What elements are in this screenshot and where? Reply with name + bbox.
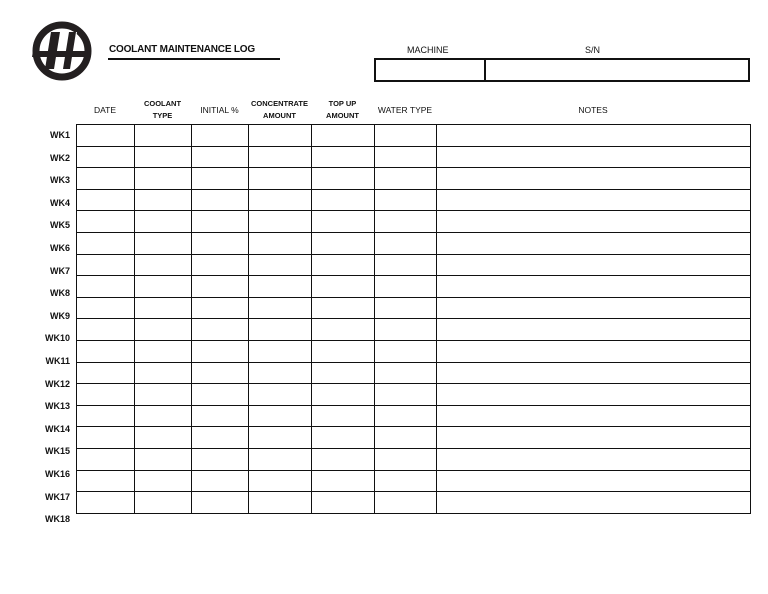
log-cell[interactable] bbox=[77, 211, 135, 233]
log-cell[interactable] bbox=[249, 211, 312, 233]
log-cell[interactable] bbox=[312, 211, 375, 233]
log-cell[interactable] bbox=[437, 232, 751, 254]
log-cell[interactable] bbox=[312, 276, 375, 298]
table-row bbox=[77, 427, 751, 449]
log-cell[interactable] bbox=[77, 405, 135, 427]
log-cell[interactable] bbox=[312, 146, 375, 168]
log-cell[interactable] bbox=[437, 427, 751, 449]
log-cell[interactable] bbox=[192, 384, 249, 406]
log-cell[interactable] bbox=[437, 340, 751, 362]
log-cell[interactable] bbox=[192, 168, 249, 190]
column-header-notes: NOTES bbox=[578, 105, 608, 115]
log-cell[interactable] bbox=[249, 340, 312, 362]
log-cell[interactable] bbox=[77, 340, 135, 362]
row-label: WK13 bbox=[44, 401, 70, 412]
log-cell[interactable] bbox=[192, 146, 249, 168]
log-cell[interactable] bbox=[135, 168, 192, 190]
column-header-date: DATE bbox=[93, 105, 117, 115]
log-cell[interactable] bbox=[77, 146, 135, 168]
log-cell[interactable] bbox=[135, 340, 192, 362]
log-cell[interactable] bbox=[249, 232, 312, 254]
log-cell[interactable] bbox=[77, 319, 135, 341]
table-row bbox=[77, 189, 751, 211]
log-cell[interactable] bbox=[192, 297, 249, 319]
row-label: WK6 bbox=[50, 242, 70, 253]
log-cell[interactable] bbox=[375, 146, 437, 168]
row-label: WK3 bbox=[50, 175, 70, 186]
log-cell[interactable] bbox=[192, 232, 249, 254]
column-header-coolant-type: COOLANT TYPE bbox=[143, 99, 182, 120]
table-row bbox=[77, 232, 751, 254]
log-cell[interactable] bbox=[192, 405, 249, 427]
log-cell[interactable] bbox=[437, 146, 751, 168]
log-cell[interactable] bbox=[249, 319, 312, 341]
log-cell[interactable] bbox=[437, 405, 751, 427]
log-cell[interactable] bbox=[312, 232, 375, 254]
log-cell[interactable] bbox=[312, 125, 375, 147]
log-cell[interactable] bbox=[192, 362, 249, 384]
row-label: WK14 bbox=[44, 423, 70, 434]
log-cell[interactable] bbox=[249, 427, 312, 449]
log-cell[interactable] bbox=[312, 254, 375, 276]
log-cell[interactable] bbox=[249, 470, 312, 492]
log-cell[interactable] bbox=[77, 125, 135, 147]
sn-field[interactable] bbox=[486, 60, 748, 80]
log-cell[interactable] bbox=[77, 297, 135, 319]
log-cell[interactable] bbox=[249, 384, 312, 406]
log-cell[interactable] bbox=[77, 276, 135, 298]
sn-label: S/N bbox=[585, 45, 601, 55]
log-cell[interactable] bbox=[135, 492, 192, 514]
log-cell[interactable] bbox=[135, 297, 192, 319]
log-cell[interactable] bbox=[375, 211, 437, 233]
column-header-concentrate-amount: CONCENTRATE AMOUNT bbox=[251, 99, 308, 120]
table-row bbox=[77, 211, 751, 233]
log-cell[interactable] bbox=[77, 448, 135, 470]
column-header-water-type: WATER TYPE bbox=[377, 105, 433, 115]
table-row bbox=[77, 125, 751, 147]
log-cell[interactable] bbox=[77, 427, 135, 449]
log-cell[interactable] bbox=[77, 189, 135, 211]
log-cell[interactable] bbox=[77, 232, 135, 254]
row-labels bbox=[30, 124, 70, 531]
log-table bbox=[76, 124, 751, 514]
log-cell[interactable] bbox=[249, 125, 312, 147]
log-cell[interactable] bbox=[77, 470, 135, 492]
log-cell[interactable] bbox=[375, 168, 437, 190]
log-cell[interactable] bbox=[77, 384, 135, 406]
log-cell[interactable] bbox=[135, 254, 192, 276]
page-title: COOLANT MAINTENANCE LOG bbox=[109, 44, 255, 55]
log-cell[interactable] bbox=[135, 125, 192, 147]
log-cell[interactable] bbox=[375, 125, 437, 147]
log-cell[interactable] bbox=[135, 211, 192, 233]
row-label: WK9 bbox=[50, 310, 70, 321]
log-cell[interactable] bbox=[375, 319, 437, 341]
log-cell[interactable] bbox=[249, 254, 312, 276]
table-row bbox=[77, 384, 751, 406]
log-cell[interactable] bbox=[249, 492, 312, 514]
table-row bbox=[77, 146, 751, 168]
row-label: WK16 bbox=[44, 468, 70, 479]
log-cell[interactable] bbox=[192, 276, 249, 298]
log-cell[interactable] bbox=[77, 254, 135, 276]
column-header-initial-percent: INITIAL % bbox=[200, 105, 239, 115]
row-label: WK8 bbox=[50, 288, 70, 299]
table-row bbox=[77, 254, 751, 276]
table-row bbox=[77, 362, 751, 384]
log-cell[interactable] bbox=[437, 254, 751, 276]
row-label: WK1 bbox=[50, 130, 70, 140]
log-cell[interactable] bbox=[375, 427, 437, 449]
log-cell[interactable] bbox=[312, 405, 375, 427]
log-cell[interactable] bbox=[312, 362, 375, 384]
log-cell[interactable] bbox=[312, 427, 375, 449]
log-cell[interactable] bbox=[312, 492, 375, 514]
log-cell[interactable] bbox=[249, 168, 312, 190]
log-cell[interactable] bbox=[312, 340, 375, 362]
log-cell[interactable] bbox=[249, 297, 312, 319]
row-label: WK4 bbox=[50, 197, 70, 208]
log-cell[interactable] bbox=[135, 384, 192, 406]
machine-sn-box bbox=[374, 58, 750, 82]
log-cell[interactable] bbox=[375, 254, 437, 276]
log-cell[interactable] bbox=[375, 405, 437, 427]
log-cell[interactable] bbox=[135, 448, 192, 470]
log-cell[interactable] bbox=[375, 492, 437, 514]
log-cell[interactable] bbox=[135, 146, 192, 168]
row-label: WK5 bbox=[50, 220, 70, 231]
log-cell[interactable] bbox=[375, 384, 437, 406]
machine-field[interactable] bbox=[376, 60, 486, 80]
log-cell[interactable] bbox=[375, 470, 437, 492]
log-cell[interactable] bbox=[77, 362, 135, 384]
log-cell[interactable] bbox=[249, 405, 312, 427]
log-cell[interactable] bbox=[135, 319, 192, 341]
log-cell[interactable] bbox=[312, 297, 375, 319]
table-row bbox=[77, 492, 751, 514]
log-cell[interactable] bbox=[192, 340, 249, 362]
log-cell[interactable] bbox=[312, 189, 375, 211]
row-label: WK2 bbox=[50, 152, 70, 163]
log-cell[interactable] bbox=[437, 492, 751, 514]
table-row bbox=[77, 276, 751, 298]
log-cell[interactable] bbox=[77, 492, 135, 514]
log-cell[interactable] bbox=[192, 470, 249, 492]
row-label: WK15 bbox=[44, 446, 70, 457]
log-cell[interactable] bbox=[375, 189, 437, 211]
log-cell[interactable] bbox=[192, 125, 249, 147]
table-row bbox=[77, 470, 751, 492]
log-cell[interactable] bbox=[192, 254, 249, 276]
log-cell[interactable] bbox=[192, 448, 249, 470]
log-cell[interactable] bbox=[437, 319, 751, 341]
machine-label: MACHINE bbox=[407, 45, 449, 55]
log-cell[interactable] bbox=[249, 362, 312, 384]
log-cell[interactable] bbox=[312, 470, 375, 492]
table-row bbox=[77, 297, 751, 319]
table-row bbox=[77, 168, 751, 190]
log-cell[interactable] bbox=[437, 448, 751, 470]
table-row bbox=[77, 319, 751, 341]
log-cell[interactable] bbox=[437, 168, 751, 190]
log-cell[interactable] bbox=[249, 189, 312, 211]
log-cell[interactable] bbox=[437, 384, 751, 406]
log-cell[interactable] bbox=[437, 125, 751, 147]
haas-logo-icon bbox=[30, 21, 94, 81]
title-underline bbox=[108, 58, 280, 60]
log-cell[interactable] bbox=[437, 297, 751, 319]
log-cell[interactable] bbox=[437, 276, 751, 298]
row-label: WK18 bbox=[44, 514, 70, 525]
log-cell[interactable] bbox=[249, 276, 312, 298]
log-cell[interactable] bbox=[135, 362, 192, 384]
log-cell[interactable] bbox=[192, 189, 249, 211]
log-cell[interactable] bbox=[437, 362, 751, 384]
log-cell[interactable] bbox=[192, 211, 249, 233]
table-row bbox=[77, 405, 751, 427]
row-label: WK7 bbox=[50, 265, 70, 276]
log-cell[interactable] bbox=[192, 492, 249, 514]
log-cell[interactable] bbox=[135, 405, 192, 427]
log-cell[interactable] bbox=[192, 319, 249, 341]
log-cell[interactable] bbox=[135, 276, 192, 298]
log-cell[interactable] bbox=[375, 276, 437, 298]
log-cell[interactable] bbox=[312, 168, 375, 190]
log-cell[interactable] bbox=[192, 427, 249, 449]
log-cell[interactable] bbox=[312, 384, 375, 406]
log-cell[interactable] bbox=[375, 232, 437, 254]
log-cell[interactable] bbox=[77, 168, 135, 190]
log-cell[interactable] bbox=[375, 362, 437, 384]
log-cell[interactable] bbox=[437, 470, 751, 492]
log-cell[interactable] bbox=[135, 189, 192, 211]
table-row bbox=[77, 340, 751, 362]
log-cell[interactable] bbox=[375, 340, 437, 362]
log-cell[interactable] bbox=[375, 448, 437, 470]
row-label: WK11 bbox=[45, 355, 70, 366]
log-cell[interactable] bbox=[249, 146, 312, 168]
row-label: WK12 bbox=[44, 378, 70, 389]
log-cell[interactable] bbox=[135, 470, 192, 492]
log-cell[interactable] bbox=[312, 448, 375, 470]
log-cell[interactable] bbox=[437, 211, 751, 233]
column-header-top-up-amount: TOP UP AMOUNT bbox=[326, 99, 359, 120]
row-label: WK17 bbox=[44, 491, 70, 502]
log-cell[interactable] bbox=[135, 427, 192, 449]
log-cell[interactable] bbox=[437, 189, 751, 211]
table-row bbox=[77, 448, 751, 470]
log-cell[interactable] bbox=[375, 297, 437, 319]
row-label: WK10 bbox=[44, 333, 70, 344]
log-cell[interactable] bbox=[249, 448, 312, 470]
log-cell[interactable] bbox=[312, 319, 375, 341]
log-cell[interactable] bbox=[135, 232, 192, 254]
